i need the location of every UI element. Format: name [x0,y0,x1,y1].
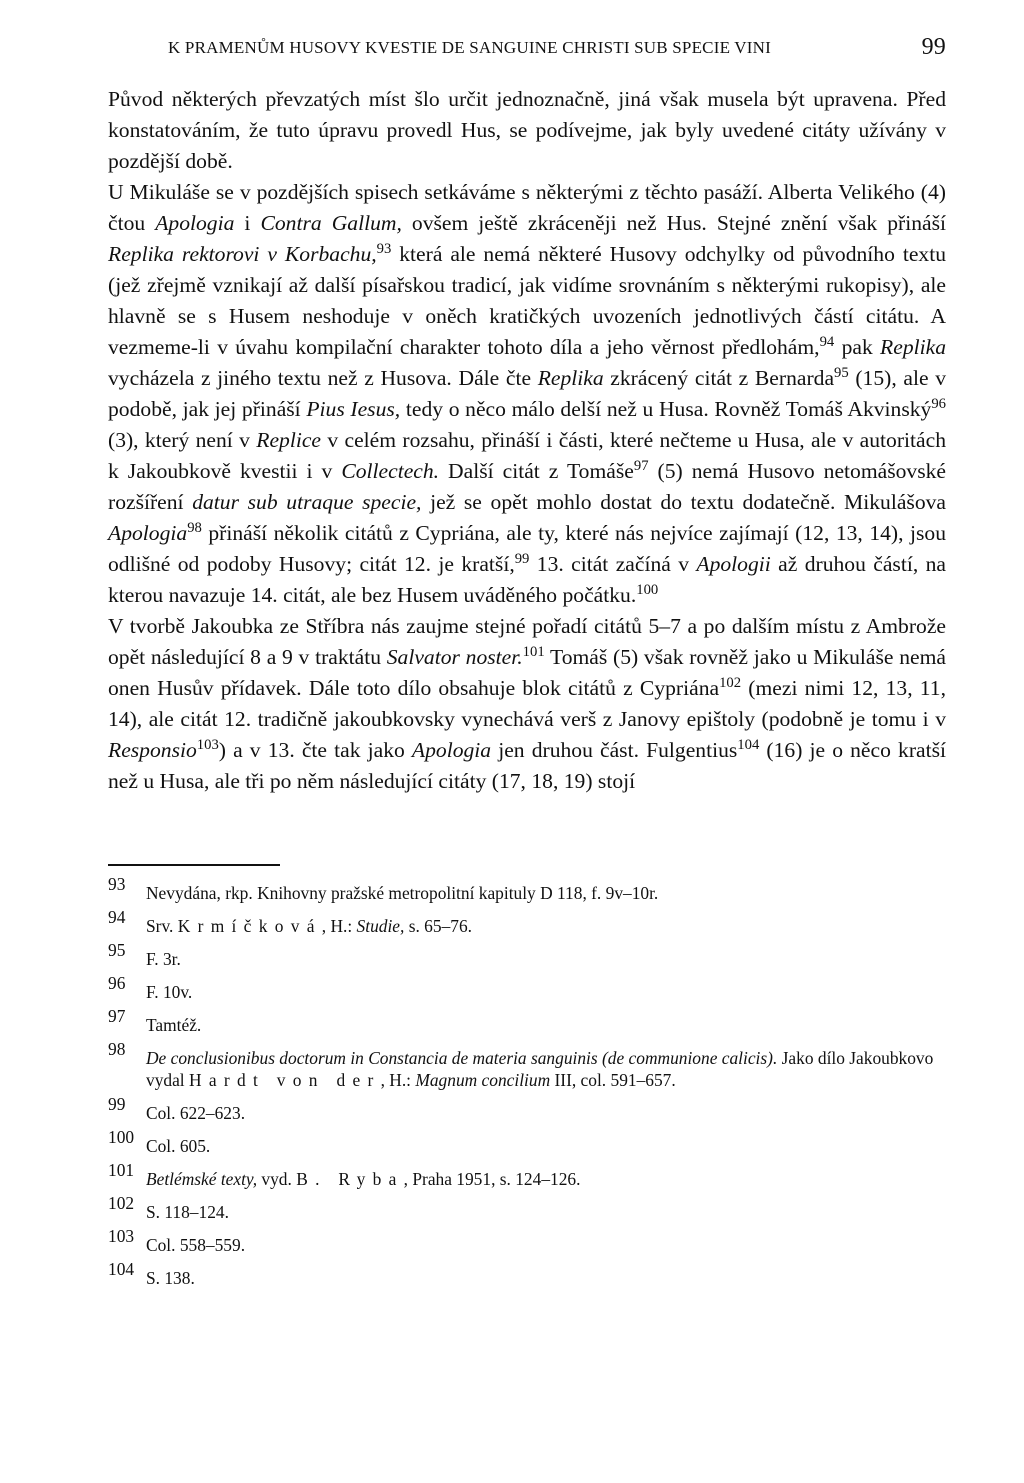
italic-run: Replika [537,366,604,390]
text-run: F. 10v. [146,982,193,1002]
footnote-number: 100 [108,1127,135,1147]
footnote-number: 98 [108,1039,126,1059]
text-run: zkrácený citát z Bernarda [603,366,835,390]
footnote-number: 101 [108,1160,135,1180]
text-run: s. 65–76. [404,916,473,936]
text-run: pak [834,335,881,359]
italic-run: Apologia [108,521,188,545]
footnote [108,907,946,937]
footnote [108,1094,946,1124]
footnote [108,973,946,1003]
paragraph-2 [108,177,946,611]
footnote [108,1226,946,1256]
footnote-text [146,915,946,937]
text-run: (5) nemá Husovo netomášovské rozšíření [108,459,946,514]
text-run: vyd. [257,1169,297,1189]
text-run: Srv. [146,916,178,936]
text-run: (15), ale v podobě, jak jej přináší [108,366,946,421]
footnote-ref: 100 [636,581,659,598]
footnote-ref: 93 [376,240,392,257]
text-run: , H.: [321,916,357,936]
text-run: ) a v 13. čte tak jako [218,738,412,762]
italic-run: Collectech. [341,459,440,483]
text-run: Col. 558–559. [146,1235,246,1255]
italic-run: Responsio [108,738,197,762]
text-run: až druhou částí, na kterou navazuje 14. citát, ale bez Husem uváděného počátku. [108,552,946,607]
text-run: i [234,211,261,235]
footnote-ref: 103 [196,736,219,753]
footnote-number: 95 [108,940,126,960]
text-run: přináší několik citátů z Cypriána, ale ty, které nás nejvíce zajímají (12, 13, 14), jsou odlišné od podoby Husovy; citát 12. je kratší, [108,521,946,576]
running-title: K PRAMENŮM HUSOVY KVESTIE DE SANGUINE CHRISTI SUB SPECIE VINI [168,38,771,57]
text-run: Tomáš (5) však rovněž jako u Mikuláše nemá onen Husův přídavek. Dále toto dílo obsahuje blok citátů z Cypriána [108,645,946,700]
footnote-number: 102 [108,1193,135,1213]
footnote-text [146,1267,946,1289]
text-run: F. 3r. [146,949,181,969]
italic-run: Apologia [155,211,235,235]
text-run: v celém rozsahu, přináší i části, které nečteme u Husa, ale v autoritách k Jakoubkově kvestii i v [108,428,947,483]
text-run: jen druhou část. Fulgentius [491,738,738,762]
text-run: , Praha 1951, s. 124–126. [403,1169,581,1189]
page-number: 99 [921,34,946,60]
italic-run: Pius Iesus, [306,397,401,421]
italic-run: datur sub utraque specie, [192,490,422,514]
italic-run: Replice [256,428,322,452]
footnote [108,1039,946,1091]
text-run: Krmíčková [177,916,322,936]
text-run: (16) je o něco kratší než u Husa, ale tři po něm následující citáty (17, 18, 19) stojí [108,738,946,793]
text-run: vycházela z jiného textu než z Husova. Dále čte [108,366,538,390]
text-run: Col. 622–623. [146,1103,246,1123]
footnote-ref: 94 [819,333,835,350]
text-run: Původ některých převzatých míst šlo určit jednoznačně, jiná však musela být upravena. Před konstatováním, že tuto úpravu provedl Hus, se podívejme, jak byly uvedené citáty užívány v pozdější době. [108,87,946,173]
body-text [108,84,946,797]
text-run: 13. citát začíná v [529,552,697,576]
text-run: tedy o něco málo delší než u Husa. Rovněž Tomáš Akvinský [400,397,932,421]
footnote-number: 96 [108,973,126,993]
text-run: B. Ryba [296,1169,404,1189]
text-run: jež se opět mohlo dostat do textu dodatečně. Mikulášova [421,490,946,514]
text-run: Hardt von der [188,1070,381,1090]
footnote-number: 93 [108,874,126,894]
footnote-ref: 102 [719,674,742,691]
text-run: která ale nemá některé Husovy odchylky od původního textu (jež zřejmě vznikají až další písařskou tradicí, jak vidíme srovnáním s některými rukopisy), ale hlavně se s Husem neshoduje v oněch kratičkých uvozeních jednotlivých částí citátu. A vezmeme-li v úvahu kompilační charakter tohoto díla a jeho věrnost předlohám, [108,242,947,359]
footnote [108,874,946,904]
footnote-ref: 101 [522,643,545,660]
footnote-text [146,1168,946,1190]
italic-run: Replika [880,335,946,359]
footnote-text [146,1135,946,1157]
text-run: (3), který není v [108,428,257,452]
text-run: U Mikuláše se v pozdějších spisech setkáváme s některými z těchto pasáží. Alberta Velikého (4) čtou [108,180,946,235]
text-run: V tvorbě Jakoubka ze Stříbra nás zaujme stejné pořadí citátů 5–7 a po dalším místu z Ambrože opět následující 8 a 9 v traktátu [108,614,946,669]
text-run: Jako dílo Jakoubkovo vydal [146,1048,934,1090]
footnote-number: 104 [108,1259,135,1279]
footnote-text [146,1201,946,1223]
footnote-text [146,1102,946,1124]
footnote-text [146,1014,946,1036]
footnote-ref: 99 [514,550,530,567]
paragraph-1 [108,84,946,177]
footnote-ref: 97 [633,457,649,474]
italic-run: Contra Gallum, [260,211,402,235]
footnote-number: 94 [108,907,126,927]
footnotes [108,874,946,1300]
text-run: Další citát z Tomáše [439,459,634,483]
italic-run: De conclusionibus doctorum in Constancia de materia sanguinis (de communione calicis). [146,1048,778,1068]
footnote-number: 99 [108,1094,126,1114]
footnote-text [146,948,946,970]
italic-run: Replika rektorovi v Korbachu, [108,242,377,266]
italic-run: Betlémské texty, [146,1169,258,1189]
running-head [108,34,946,64]
footnote-text [146,882,946,904]
footnote-number: 103 [108,1226,135,1246]
footnote [108,1193,946,1223]
text-run: S. 138. [146,1268,195,1288]
footnote-rule [108,864,280,866]
italic-run: Salvator noster. [386,645,523,669]
italic-run: Studie, [356,916,405,936]
text-run: III, col. 591–657. [550,1070,676,1090]
text-run: Nevydána, rkp. Knihovny pražské metropolitní kapituly D 118, f. 9v–10r. [146,883,659,903]
footnote [108,1259,946,1289]
footnote [108,1160,946,1190]
text-run: Col. 605. [146,1136,211,1156]
text-run: ovšem ještě zkráceněji než Hus. Stejné znění však přináší [401,211,947,235]
footnote [108,1006,946,1036]
footnote-ref: 96 [931,395,947,412]
footnote-ref: 104 [737,736,760,753]
italic-run: Magnum concilium [415,1070,551,1090]
footnote-number: 97 [108,1006,126,1026]
footnote-text [146,1047,946,1091]
footnote-text [146,981,946,1003]
text-run: Tamtéž. [146,1015,202,1035]
footnote [108,1127,946,1157]
footnote-ref: 98 [187,519,202,536]
text-run: , H.: [380,1070,416,1090]
text-run: (mezi nimi 12, 13, 11, 14), ale citát 12. tradičně jakoubkovsky vynechává verš z Janovy epištoly (podobně je tomu i v [108,676,946,731]
footnote [108,940,946,970]
footnote-ref: 95 [834,364,849,381]
italic-run: Apologia [411,738,492,762]
footnote-text [146,1234,946,1256]
paragraph-3 [108,611,946,797]
text-run: S. 118–124. [146,1202,229,1222]
italic-run: Apologii [696,552,771,576]
